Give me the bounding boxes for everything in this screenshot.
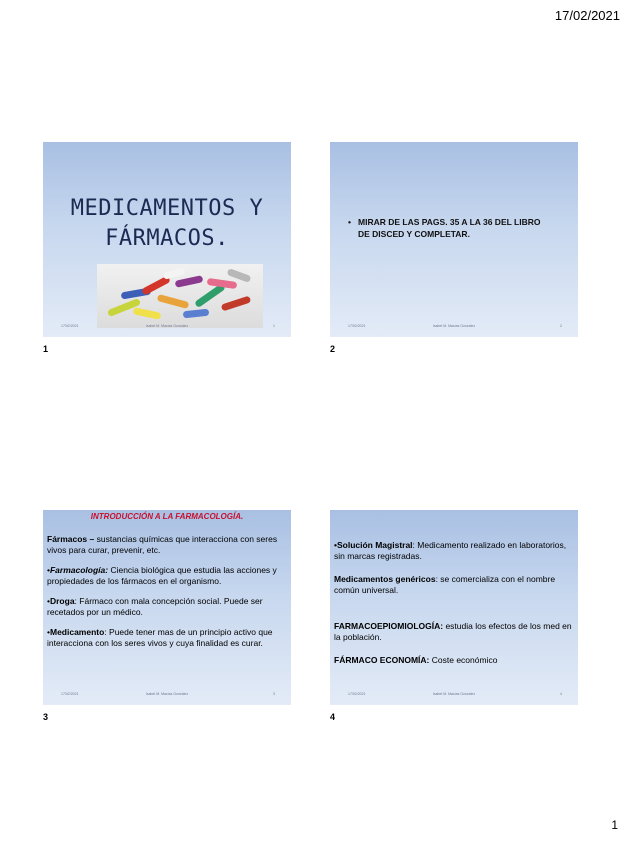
footer-author: Isabel M. Macías González [145,692,189,696]
slide-body [47,534,287,658]
footer-number: 1 [273,324,275,328]
slide-thumbnail-3[interactable] [43,510,291,705]
slide-footer [330,324,578,332]
footer-date: 17/02/2021 [61,324,79,328]
title-line: MEDICAMENTOS Y [70,196,264,221]
slide-title [43,194,291,254]
slide-heading: INTRODUCCIÓN A LA FARMACOLOGÍA. [90,512,244,521]
paragraph: FARMACOEPIOMIOLOGÍA: estudia los efectos de los med en la población. [334,621,572,642]
slide-thumbnail-2[interactable] [330,142,578,337]
slide-thumbnail-1[interactable] [43,142,291,337]
footer-author: Isabel M. Macías González [145,324,189,328]
footer-date: 17/02/2021 [61,692,79,696]
paragraph: Fármacos – sustancias químicas que interacciona con seres vivos para curar, prevenir, etc. [47,534,278,555]
pills-image [97,264,263,328]
slide-body [334,540,574,679]
paragraph: •Medicamento: Puede tener mas de un principio activo que interacciona con los seres vivos y cuya finalidad es curar. [47,627,273,648]
list-item: • MIRAR DE LAS PAGS. 35 A LA 36 DEL LIBRO DE DISCED Y COMPLETAR. [348,216,568,240]
footer-number: 4 [560,692,562,696]
slide-footer [330,692,578,700]
paragraph: •Farmacología: Ciencia biológica que estudia las acciones y propiedades de los fármacos en el organismo. [47,565,277,586]
paragraph: •Solución Magistral: Medicamento realizado en laboratorios, sin marcas registradas. [334,540,567,561]
footer-number: 2 [560,324,562,328]
footer-date: 17/02/2021 [348,692,366,696]
footer-date: 17/02/2021 [348,324,366,328]
slide-footer [43,324,291,332]
paragraph: Medicamentos genéricos: se comercializa con el nombre común universal. [334,574,556,595]
page-date: 17/02/2021 [554,8,620,23]
bullet-list [348,216,568,240]
slide-label: 1 [43,344,49,354]
slide-thumbnail-4[interactable] [330,510,578,705]
slide-footer [43,692,291,700]
paragraph: FÁRMACO ECONOMÍA: Coste económico [334,655,498,665]
slide-label: 4 [330,712,336,722]
slide-label: 2 [330,344,336,354]
page-number: 1 [611,818,618,832]
title-line: FÁRMACOS. [105,226,229,251]
footer-author: Isabel M. Macías González [432,324,476,328]
slide-label: 3 [43,712,49,722]
footer-author: Isabel M. Macías González [432,692,476,696]
footer-number: 3 [273,692,275,696]
paragraph: •Droga: Fármaco con mala concepción social. Puede ser recetados por un médico. [47,596,263,617]
